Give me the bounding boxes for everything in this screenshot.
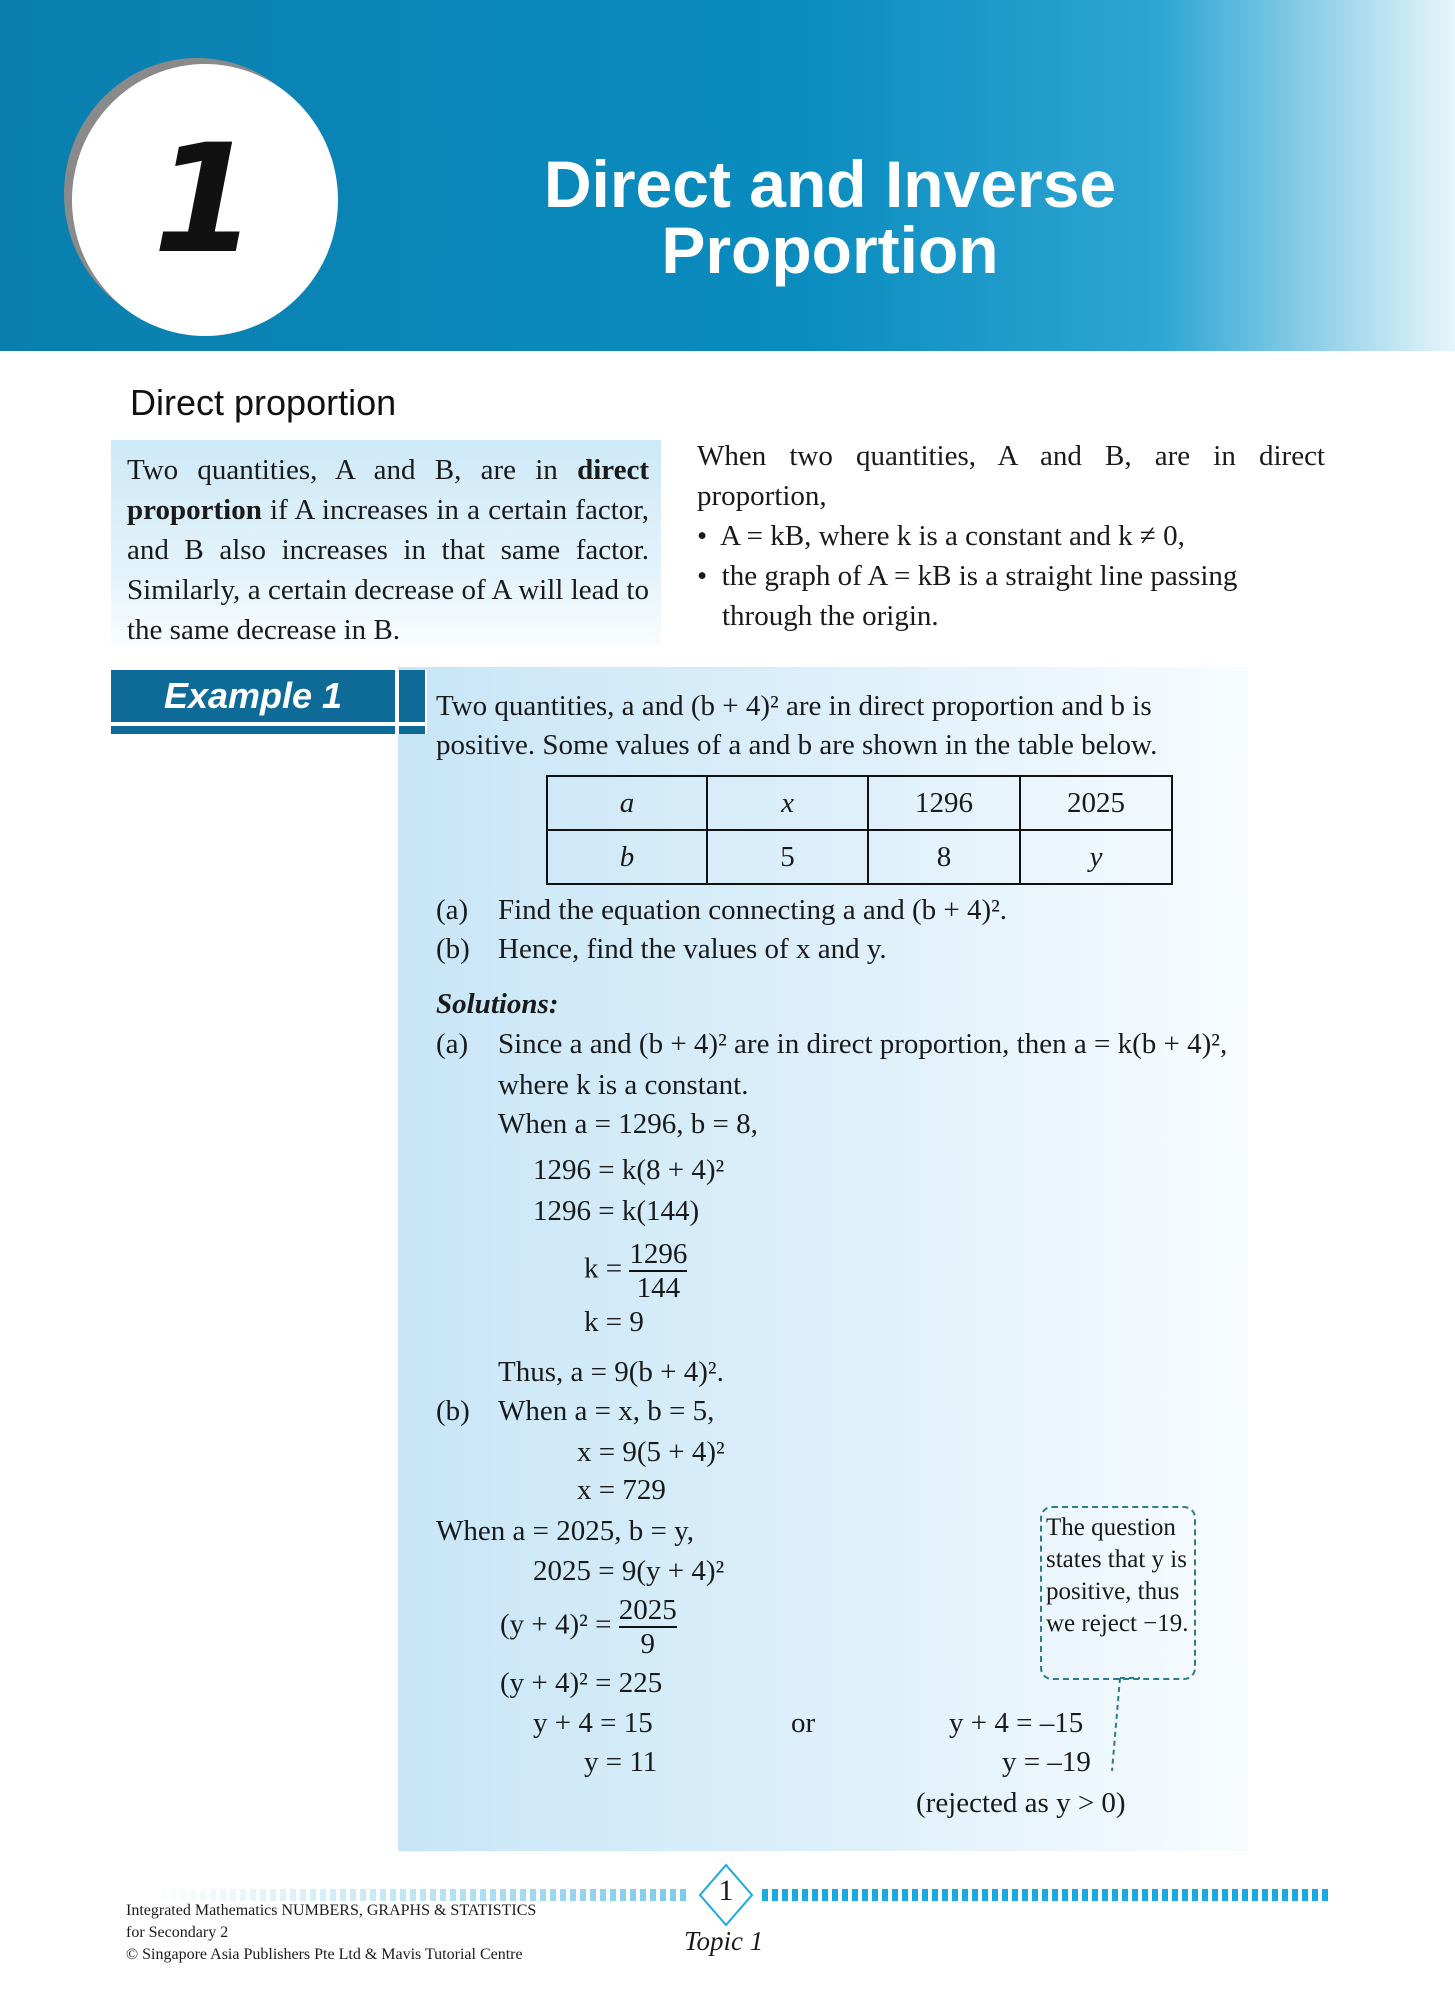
definition-box bbox=[111, 440, 661, 646]
solution-line: y + 4 = –15 bbox=[949, 1707, 1084, 1739]
numerator: 2025 bbox=[618, 1594, 677, 1626]
table-cell: a bbox=[547, 776, 707, 830]
bullet-text: A = kB, where k is a constant and k ≠ 0, bbox=[720, 520, 1185, 552]
chapter-header bbox=[0, 0, 1455, 351]
question-line1: Two quantities, a and (b + 4)² are in direct proportion and b is bbox=[436, 690, 1152, 722]
denominator: 9 bbox=[640, 1628, 655, 1660]
table-cell: 5 bbox=[707, 830, 868, 884]
page-number: 1 bbox=[718, 1874, 734, 1907]
solutions-heading: Solutions: bbox=[436, 988, 559, 1020]
denominator: 144 bbox=[636, 1272, 681, 1304]
solution-line: Thus, a = 9(b + 4)². bbox=[498, 1356, 724, 1388]
part-b-label: (b) bbox=[436, 933, 470, 965]
solution-line: Since a and (b + 4)² are in direct proportion, then a = k(b + 4)², bbox=[498, 1028, 1228, 1060]
properties-text bbox=[697, 436, 1325, 636]
callout-pointer bbox=[1100, 1676, 1160, 1776]
footer-copyright: © Singapore Asia Publishers Pte Ltd & Mavis Tutorial Centre bbox=[126, 1946, 523, 1963]
solution-line: where k is a constant. bbox=[498, 1069, 749, 1101]
fraction bbox=[619, 1594, 677, 1660]
footer-rule-right bbox=[762, 1889, 1328, 1901]
table-cell: b bbox=[547, 830, 707, 884]
footer-book-title: Integrated Mathematics NUMBERS, GRAPHS & STATISTICS bbox=[126, 1902, 537, 1919]
fraction-lhs: k = bbox=[584, 1252, 623, 1285]
example-underline bbox=[111, 726, 395, 734]
table-cell: 1296 bbox=[868, 776, 1020, 830]
definition-pre: Two quantities, A and B, are in bbox=[127, 454, 578, 486]
definition-post: if A increases in a certain factor, and B also increases in that same factor. Similarly, a certain decrease of A will lead to the same decrease in B. bbox=[127, 494, 649, 646]
example-banner bbox=[111, 670, 395, 722]
question-line2: positive. Some values of a and b are shown in the table below. bbox=[436, 729, 1158, 761]
property-bullet: • A = kB, where k is a constant and k ≠ 0, bbox=[697, 520, 1185, 552]
solution-line: k = 9 bbox=[584, 1306, 644, 1338]
solution-line: (rejected as y > 0) bbox=[916, 1787, 1126, 1819]
footer-book-level: for Secondary 2 bbox=[126, 1924, 229, 1941]
solution-line: When a = 1296, b = 8, bbox=[498, 1108, 758, 1140]
table-row bbox=[547, 776, 1172, 830]
solution-line: y = 11 bbox=[584, 1746, 658, 1778]
footer-rule-left bbox=[150, 1889, 690, 1901]
solution-or: or bbox=[791, 1707, 816, 1739]
bullet-text: the graph of A = kB is a straight line passing through the origin. bbox=[721, 560, 1238, 632]
definition-term: direct proportion bbox=[127, 454, 649, 526]
table-row bbox=[547, 830, 1172, 884]
section-heading: Direct proportion bbox=[130, 382, 397, 423]
table-cell: x bbox=[707, 776, 868, 830]
solution-line: 2025 = 9(y + 4)² bbox=[533, 1555, 725, 1587]
solution-line: (y + 4)² = 225 bbox=[500, 1667, 663, 1699]
solution-b-label: (b) bbox=[436, 1395, 470, 1427]
callout-note bbox=[1040, 1506, 1196, 1680]
fraction bbox=[629, 1238, 687, 1304]
numerator: 1296 bbox=[629, 1238, 688, 1270]
solution-fraction bbox=[500, 1594, 677, 1660]
chapter-title-line2: Proportion bbox=[661, 213, 999, 287]
part-b-text: Hence, find the values of x and y. bbox=[498, 933, 887, 965]
solution-a-label: (a) bbox=[436, 1028, 469, 1060]
fraction-lhs: (y + 4)² = bbox=[500, 1608, 612, 1641]
properties-intro: When two quantities, A and B, are in direct proportion, bbox=[697, 440, 1325, 512]
part-a-text: Find the equation connecting a and (b + 4)². bbox=[498, 894, 1008, 926]
solution-line: 1296 = k(144) bbox=[533, 1195, 700, 1227]
solution-line: When a = 2025, b = y, bbox=[436, 1515, 694, 1547]
table-cell: 8 bbox=[868, 830, 1020, 884]
chapter-number-badge bbox=[72, 64, 338, 336]
solution-line: When a = x, b = 5, bbox=[498, 1395, 715, 1427]
definition-text bbox=[127, 450, 649, 650]
values-table bbox=[546, 775, 1173, 885]
solution-line: 1296 = k(8 + 4)² bbox=[533, 1154, 725, 1186]
property-bullet: • the graph of A = kB is a straight line passing through the origin. bbox=[697, 560, 1238, 632]
table-cell: 2025 bbox=[1020, 776, 1172, 830]
chapter-number: 1 bbox=[152, 113, 258, 287]
solution-line: y = –19 bbox=[1002, 1746, 1091, 1778]
topic-label: Topic 1 bbox=[684, 1926, 764, 1956]
example-divider bbox=[397, 670, 427, 734]
part-a-label: (a) bbox=[436, 894, 469, 926]
solution-line: x = 9(5 + 4)² bbox=[577, 1436, 725, 1468]
table-cell: y bbox=[1020, 830, 1172, 884]
solution-line: y + 4 = 15 bbox=[533, 1707, 653, 1739]
solution-line: x = 729 bbox=[577, 1474, 666, 1506]
example-label: Example 1 bbox=[163, 675, 343, 716]
solution-fraction bbox=[584, 1238, 687, 1304]
chapter-title-line1: Direct and Inverse bbox=[543, 147, 1117, 221]
callout-text: The question states that y is positive, thus we reject −19. bbox=[1046, 1514, 1189, 1637]
